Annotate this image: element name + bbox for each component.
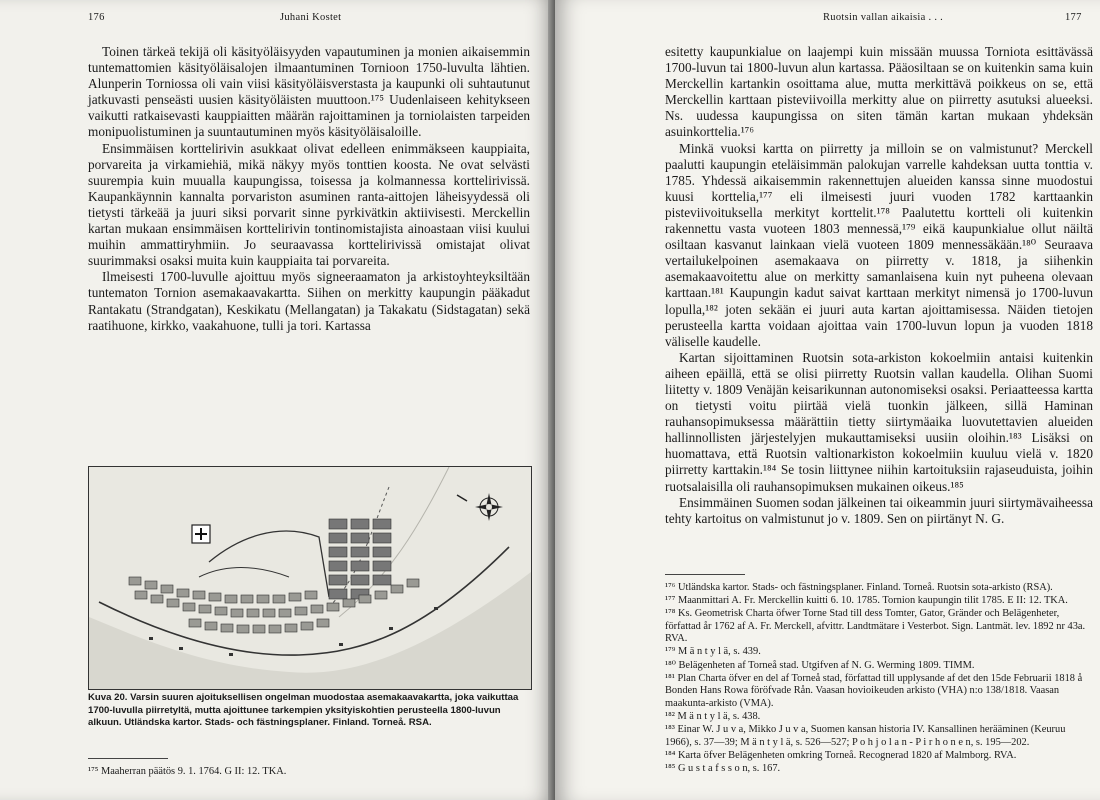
footnote: ¹⁸⁵ G u s t a f s s o n, s. 167. [665, 762, 781, 774]
footnote: ¹⁷⁹ M ä n t y l ä, s. 439. [665, 646, 761, 658]
footnote: ¹⁷⁷ Maanmittari A. Fr. Merckellin kuitti 6. 10. 1785. Tornion kaupungin tilit 1785. E II: 12. TKA. [665, 595, 1068, 607]
paragraph: Toinen tärkeä tekijä oli käsityöläisyyden vapautuminen ja monien aikaisemmin tuntemattomien käsityöläisalojen ilmaantuminen Tornioon 1750-luvulta lähtien. Alunperin Torniossa oli vain viisi käsityöläisverstasta ja kaupunki oli suhtautunut jatkuvasti penseästi uusien käsityöläisten muuttoon.¹⁷⁵ Uudenlaiseen kehitykseen vaikutti ratkaisevasti kauppiaitten määrän rajoittaminen ja torniolaisten tarpeiden monipuolistuminen ja suuntautuminen myös käsityöläisaloille. [88, 44, 530, 140]
town-plan-map-image [89, 467, 531, 689]
footnote: ¹⁸¹ Plan Charta öfver en del af Torneå stad, författad till upplysande af det den 15de Februarii 1818 å Bonden Hans Rowa föröfvade Rån. Vaasan hovioikeuden arkisto (VHA) n:o 138/1818. Vaasan maakunta-arkisto (VMA). [665, 672, 1083, 709]
town-plan-figure [88, 466, 532, 690]
paragraph: Ilmeisesti 1700-luvulle ajoittuu myös signeeraamaton ja arkistoyhteyksiltään tuntematon Tornion asemakaavakartta. Siihen on merkitty kaupungin pääkadut Rantakatu (Strandgatan), Keskikatu (Mellangatan) ja Takakatu (Sidstagatan) sekä raatihuone, kirkko, vaakahuone, tulli ja tori. Kartassa [88, 269, 530, 333]
running-head-left: Juhani Kostet [280, 12, 342, 23]
footnote: ¹⁸² M ä n t y l ä, s. 438. [665, 710, 761, 722]
footnote: ¹⁷⁶ Utländska kartor. Stads- och fästningsplaner. Finland. Torneå. Ruotsin sota-arkisto (RSA). [665, 582, 1053, 593]
footnote: ¹⁸⁴ Karta öfver Belägenheten omkring Torneå. Recognerad 1820 af Malmborg. RVA. [665, 749, 1017, 761]
footnote-rule [88, 758, 168, 759]
page-number-right: 177 [1065, 12, 1082, 23]
footnote: ¹⁷⁸ Ks. Geometrisk Charta öfwer Torne Stad till dess Tomter, Gator, Gränder och Belägenheter, författad år 1762 af A. Fr. Merckell, afvittr. Landtmätare i Vesterbot. Sign. Lantmät. lev. 1892 nr 43a. RVA. [665, 608, 1086, 645]
left-footnotes [88, 766, 530, 779]
page-number-left: 176 [88, 12, 105, 23]
running-head-right: Ruotsin vallan aikaisia . . . [823, 12, 944, 23]
paragraph: Ensimmäinen Suomen sodan jälkeinen tai oikeammin juuri siirtymävaiheessa tehty kartoitus on valmistunut jo v. 1809. Sen on piirtänyt N. G. [665, 494, 1093, 526]
right-page [555, 0, 1100, 800]
right-footnotes [665, 582, 1093, 776]
paragraph: Ensimmäisen korttelirivin asukkaat olivat edelleen enimmäkseen kauppiaita, porvareita ja virkamiehiä, mikä näkyy myös tonttien koosta. Ne ovat selvästi suurempia kuin muualla kaupungissa, toisessa ja kolmannessa korttelirivissä. Kaupankäynnin kannalta porvariston asuminen ranta-aittojen läheisyydessä oli tietysti tärkeää ja juuri siksi porvarit sinne pyrkivätkin aktiivisesti. Merckellin kartan mukaan ensimmäisen korttelirivin tontinomistajista ainoastaan viisi kuului muihin ammattiryhmiin. Jo seuraavassa korttelirivissä omistajat olivat suurimmaksi osaksi muita kuin kauppiaita tai porvareita. [88, 140, 530, 269]
left-body [88, 44, 530, 334]
paragraph: Minkä vuoksi kartta on piirretty ja milloin se on valmistunut? Merckell paalutti kaupungin eteläisimmän palokujan varrelle kahdeksan uutta tonttia v. 1785. Yhdessä aikaisemmin rakennettujen alueiden kanssa sinne muodostui kuusi korttelia,¹⁷⁷ eli ilmeisesti juuri vuoden 1782 karttaankin pisteviivoituksella merkityt korttelit.¹⁷⁸ Paalutettu kortteli oli kuitenkin rakennettu vasta vuoteen 1803 mennessä,¹⁷⁹ eikä kaupunkialue ollut näiltä osiltaan kasvanut lainkaan vielä vuoteen 1809 mennessäkään.¹⁸⁰ Seuraava vertailukelpoinen asemakaava on piirretty v. 1818, ja siihenkin asemakaavoitettu alue on merkitty samanlaisena kuin nyt puheena olevaan karttaan.¹⁸¹ Kaupungin kadut saivat karttaan merkityt nimensä jo 1700-luvun lopulla,¹⁸² joten sekään ei juuri auta kartan ajoittamisessa. Näiden tietojen perusteella kartta voidaan ajoittaa vain 1700-luvun lopun ja vuoden 1818 väliselle kaudelle. [665, 140, 1093, 349]
footnote: ¹⁸³ Einar W. J u v a, Mikko J u v a, Suomen kansan historia IV. Kansallinen herääminen (Keuruu 1966), s. 37—39; M ä n t y l ä, s. 526—527; P o h j o l a n - P i r h o n e n, s. 195—202. [665, 724, 1066, 748]
right-body [665, 44, 1093, 527]
paragraph: Kartan sijoittaminen Ruotsin sota-arkiston kokoelmiin antaisi kuitenkin aiheen epäillä, että se olisi piirretty Ruotsin vallan kaudella. Olihan Suomi liitetty v. 1809 Venäjän keisarikunnan autonomiseksi osaksi. Periaatteessa kartta on tietysti voitu piirtää vielä tuonkin jälkeen, sillä Haminan rauhansopimuksessa määrättiin tietty siirtymäaika luovutettavien alueiden hallinnollisten järjestelyjen mukauttamiseksi uusiin oloihin.¹⁸³ Lisäksi on huomattava, että Ruotsin valtionarkiston kokoelmiin kuuluu vielä v. 1820 piirretty karttakin.¹⁸⁴ Se tosin liittynee niihin kartoituksiin rajaseuduista, joihin ruotsalaisilla oli rauhansopimuksen mukainen oikeus.¹⁸⁵ [665, 349, 1093, 494]
figure-caption: Kuva 20. Varsin suuren ajoituksellisen ongelman muodostaa asemakaavakartta, joka vaikuttaa 1700-luvulla piirretyltä, mutta ajoittunee tarkempien yksityiskohtien perusteella 1800-luvun alkuun. Utländska kartor. Stads- och fästningsplaner. Finland. Torneå. RSA. [88, 692, 519, 729]
footnote: ¹⁷⁵ Maaherran päätös 9. 1. 1764. G II: 12. TKA. [88, 766, 287, 777]
paragraph: esitetty kaupunkialue on laajempi kuin missään muussa Torniota esittävässä 1700-luvun tai 1800-luvun alun kartassa. Pääosiltaan se on kuitenkin sama kuin Merckellin kartankin osoittama alue, mutta merkittävä poikkeus on se, että Merckellin karttaan pisteviivoilla merkitty alue on piirretty asutuksi alueeksi. Ns. uudessa kaupungissa on siten tämän kartan mukaan yhdeksän asuinkorttelia.¹⁷⁶ [665, 44, 1093, 140]
footnote-rule [665, 574, 745, 575]
footnote: ¹⁸⁰ Belägenheten af Torneå stad. Utgifven af N. G. Werming 1809. TIMM. [665, 659, 975, 671]
